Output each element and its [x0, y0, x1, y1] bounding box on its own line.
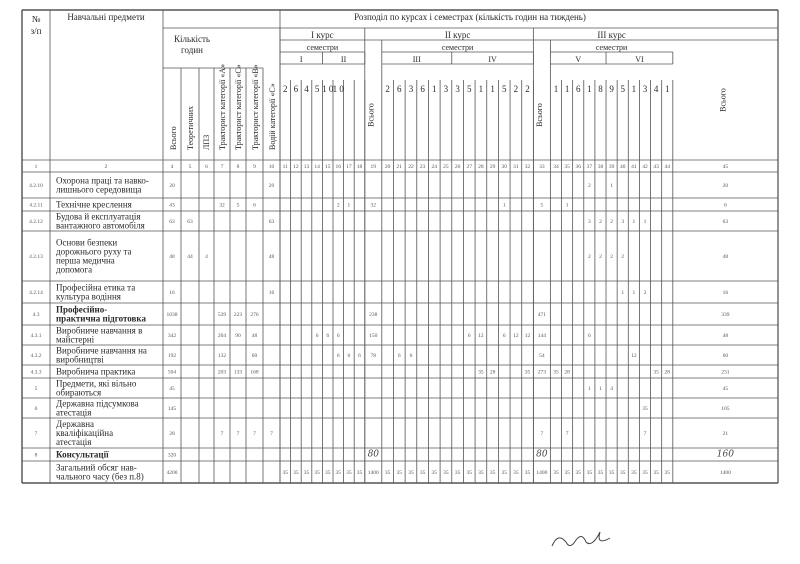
value-cell: 35 [443, 470, 449, 476]
value-cell: 132 [217, 353, 227, 359]
value-cell: 48 [251, 333, 258, 339]
column-number: 9 [253, 164, 256, 170]
column-number: 23 [419, 164, 426, 170]
row-total-cell: 60 [722, 353, 729, 359]
subjects-header: Навчальні предмети [67, 12, 145, 22]
course-3-header: ІІІ курс [597, 30, 626, 40]
value-cell: 35 [466, 470, 472, 476]
value-cell: 5 [540, 202, 544, 209]
value-cell: 35 [653, 369, 659, 376]
row-number: 4.3.2 [30, 353, 42, 359]
subject-name: обираються [56, 387, 102, 398]
subject-name: Професійно- [56, 304, 108, 315]
value-cell: 7 [220, 431, 224, 437]
column-number: 29 [489, 164, 496, 170]
value-cell: 45 [169, 386, 175, 392]
value-cell: 223 [233, 312, 243, 318]
row-total-cell: 21 [722, 431, 729, 437]
value-cell: 35 [575, 470, 581, 476]
value-cell: 60 [251, 353, 258, 359]
column-number: 25 [443, 164, 449, 170]
weeks-3: 8 [598, 84, 603, 94]
row-number: 4.2.10 [29, 183, 43, 189]
signature [552, 532, 610, 546]
value-cell: 1 [643, 219, 647, 225]
value-cell: 35 [384, 470, 391, 476]
value-cell: 12 [631, 353, 637, 359]
hours-header-2: годин [181, 45, 203, 55]
value-cell: 192 [167, 353, 177, 359]
subject-name: виробництві [56, 354, 104, 365]
weeks-3: 1 [587, 84, 592, 94]
column-number: 2 [104, 164, 108, 170]
value-cell: 78 [370, 353, 377, 359]
row-number: 4.3 [32, 312, 40, 318]
row-number: 7 [34, 431, 38, 437]
row-total-cell: 231 [721, 369, 730, 376]
lpz-cell: 4 [205, 254, 208, 260]
num-header-label: з/п [30, 26, 42, 36]
row-total-cell: 16 [722, 290, 729, 296]
value-cell: 35 [524, 470, 531, 476]
subject-name: майстерні [56, 334, 95, 345]
value-cell: 63 [169, 219, 175, 225]
value-cell: 1 [621, 290, 625, 296]
column-number: 40 [619, 164, 626, 170]
subject-name: Загальний обсяг нав- [56, 462, 137, 473]
value-cell: 6 [587, 333, 591, 339]
value-cell: 1 [599, 386, 602, 392]
column-number: 32 [524, 164, 531, 170]
value-cell: 35 [346, 470, 352, 476]
weeks-1: 5 [314, 84, 320, 94]
value-cell: 12 [513, 333, 519, 339]
value-cell: 1 [632, 219, 636, 225]
value-cell: 6 [336, 353, 340, 359]
weeks-2: 3 [455, 84, 460, 94]
value-cell: 35 [489, 470, 496, 476]
column-number: 27 [466, 164, 472, 170]
value-cell: 28 [169, 431, 175, 437]
weeks-1: 4 [304, 84, 309, 94]
subject-name: перша медична [56, 255, 115, 266]
value-cell: 342 [167, 333, 177, 339]
weeks-3: 1 [664, 84, 670, 94]
column-number: 18 [356, 164, 363, 170]
column-number: 15 [324, 164, 331, 170]
course-1-total-header: Всього [366, 103, 376, 127]
value-cell: 168 [250, 369, 259, 376]
column-number: 7 [220, 164, 224, 170]
value-cell: 35 [564, 470, 570, 476]
semester-III: III [412, 55, 421, 64]
weeks-2: 1 [490, 84, 495, 94]
value-cell: 20 [169, 183, 175, 189]
subject-name: Основи безпеки [56, 237, 118, 248]
weeks-2: 6 [420, 84, 425, 94]
value-cell: 2 [336, 202, 340, 209]
value-cell: 4 [610, 386, 613, 392]
semesters-2: семестри [441, 43, 474, 52]
weeks-3: 3 [642, 84, 648, 94]
semester-IV: IV [488, 55, 497, 64]
weeks-1: 2 [283, 84, 288, 94]
row-total-cell: 160 [716, 449, 734, 460]
value-cell: 1038 [166, 312, 178, 318]
value-cell: 6 [336, 333, 340, 339]
column-number: 43 [653, 164, 659, 170]
semester-II: II [340, 55, 347, 64]
row-total-cell: 20 [722, 183, 729, 189]
value-cell: 48 [268, 254, 275, 260]
value-cell: 6 [467, 333, 471, 339]
value-cell: 35 [513, 470, 519, 476]
weeks-3: 9 [609, 84, 614, 94]
value-cell: 20 [268, 183, 275, 189]
value-cell: 6 [326, 333, 330, 339]
column-number: 16 [335, 164, 342, 170]
value-cell: 504 [167, 369, 177, 376]
theory-header: Теоретичних [186, 105, 195, 150]
weeks-2: 2 [525, 84, 530, 94]
semester-I: I [299, 55, 303, 64]
value-cell: 2 [610, 219, 613, 225]
value-cell: 35 [642, 470, 648, 476]
row-number: 5 [34, 386, 38, 392]
column-number: 5 [188, 164, 192, 170]
subject-name: Охорона праці та навко- [56, 175, 149, 186]
value-cell: 1 [347, 202, 351, 209]
subject-name: Державна підсумкова [56, 398, 139, 409]
value-cell: 12 [478, 333, 484, 339]
row-number: 4.2.14 [29, 290, 43, 296]
value-cell: 3 [621, 219, 625, 225]
subject-name: культура водіння [56, 291, 121, 302]
column-number: 37 [586, 164, 593, 170]
value-cell: 2 [599, 254, 602, 260]
value-cell: 2 [610, 254, 613, 260]
subject-name: лишнього середовища [56, 184, 142, 195]
value-cell: 35 [586, 470, 593, 476]
column-number: 45 [722, 164, 729, 170]
value-cell: 150 [369, 333, 378, 339]
subject-name: кваліфікаційна [56, 428, 114, 438]
value-cell: 1 [565, 202, 569, 209]
column-number: 41 [631, 164, 637, 170]
column-number: 33 [539, 164, 545, 170]
value-cell: 90 [235, 333, 241, 339]
subject-name: атестація [56, 437, 92, 447]
weeks-1: 6 [293, 84, 299, 94]
value-cell: 2 [587, 254, 591, 260]
semesters-3: семестри [595, 43, 628, 52]
column-number: 22 [408, 164, 414, 170]
value-cell: 133 [233, 369, 243, 376]
column-number: 39 [608, 164, 615, 170]
theory-cell: 44 [187, 254, 193, 260]
weeks-3: 1 [553, 84, 559, 94]
weeks-2: 5 [467, 84, 472, 94]
course-1-header: І курс [311, 30, 334, 40]
subject-name: дорожнього руху та [56, 246, 132, 257]
value-cell: 2 [621, 254, 625, 260]
subject-name: вантажного автомобіля [56, 220, 145, 231]
value-cell: 7 [253, 431, 256, 437]
value-cell: 7 [236, 431, 240, 437]
value-cell: 35 [303, 470, 310, 476]
value-cell: 6 [397, 353, 401, 359]
row-number: 4.3.3 [30, 369, 42, 376]
subject-name: Технічне креслення [56, 199, 132, 210]
row-number: 4.2.11 [29, 202, 43, 209]
value-cell: 204 [217, 333, 227, 339]
value-cell: 320 [167, 452, 177, 459]
value-cell: 63 [268, 219, 275, 225]
weeks-1: 1 0 [332, 84, 344, 94]
value-cell: 6 [315, 333, 319, 339]
subject-name: Виробниче навчання на [56, 345, 147, 356]
column-number: 35 [564, 164, 570, 170]
value-cell: 35 [478, 369, 484, 376]
column-number: 17 [346, 164, 352, 170]
value-cell: 48 [169, 254, 175, 260]
weeks-1: 1 0 [322, 84, 334, 94]
value-cell: 35 [478, 470, 484, 476]
column-number: 42 [642, 164, 648, 170]
value-cell: 35 [356, 470, 363, 476]
value-cell: 35 [419, 470, 426, 476]
value-cell: 12 [524, 333, 531, 339]
weeks-2: 2 [385, 84, 390, 94]
value-cell: 4200 [166, 470, 178, 476]
value-cell: 539 [217, 312, 227, 318]
value-cell: 16 [268, 290, 275, 296]
row-total-cell: 45 [722, 386, 729, 392]
value-cell: 238 [369, 312, 378, 318]
column-number: 21 [396, 164, 403, 170]
value-cell: 35 [524, 369, 531, 376]
value-cell: 32 [219, 202, 225, 209]
value-cell: 80 [536, 449, 548, 460]
row-total-cell: 63 [722, 219, 729, 225]
value-cell: 1 [502, 202, 506, 209]
column-number: 4 [170, 164, 174, 170]
subject-name: Державна [56, 419, 95, 429]
subject-name: атестація [56, 407, 92, 418]
column-number: 31 [513, 164, 519, 170]
course-2-header: ІІ курс [444, 30, 471, 40]
value-cell: 2 [599, 219, 602, 225]
value-cell: 6 [253, 202, 256, 209]
weeks-3: 4 [653, 84, 659, 94]
value-cell: 35 [335, 470, 342, 476]
value-cell: 35 [653, 470, 659, 476]
value-cell: 28 [489, 369, 496, 376]
course-2-total-header: Всього [534, 103, 544, 127]
subject-name: Виробниче навчання в [56, 325, 143, 336]
value-cell: 28 [564, 369, 570, 376]
value-cell: 35 [553, 369, 559, 376]
value-cell: 273 [537, 369, 547, 376]
value-cell: 7 [540, 431, 544, 437]
column-number: 34 [553, 164, 559, 170]
weeks-2: 6 [397, 84, 402, 94]
column-number: 12 [293, 164, 299, 170]
weeks-2: 2 [513, 84, 519, 94]
table-header [31, 12, 729, 170]
weeks-3: 1 [564, 84, 570, 94]
column-number: 20 [384, 164, 391, 170]
column-number: 36 [575, 164, 581, 170]
value-cell: 35 [396, 470, 403, 476]
value-cell: 35 [282, 470, 289, 476]
row-total-cell: 105 [721, 406, 730, 412]
column-number: 8 [236, 164, 240, 170]
value-cell: 6 [347, 353, 351, 359]
row-total-cell: 1400 [719, 470, 731, 476]
row-total-cell: 48 [722, 333, 729, 339]
value-cell: 35 [597, 470, 604, 476]
column-number: 11 [282, 164, 288, 170]
value-cell: 43 [169, 202, 175, 209]
weeks-3: 6 [575, 84, 581, 94]
subject-name: Виробнича практика [56, 366, 136, 377]
row-number: 4.2.13 [29, 254, 43, 260]
weeks-2: 1 [478, 84, 484, 94]
value-cell: 1 [587, 386, 591, 392]
value-cell: 6 [409, 353, 413, 359]
row-number: 8 [34, 452, 38, 459]
cat-a-header: Тракторист категорії «А» [218, 63, 227, 150]
value-cell: 35 [619, 470, 626, 476]
weeks-3: 5 [620, 84, 625, 94]
table-grid [22, 10, 778, 483]
value-cell: 7 [270, 431, 273, 437]
value-cell: 35 [324, 470, 331, 476]
value-cell: 80 [367, 449, 380, 460]
row-number: 4.3.1 [30, 333, 42, 339]
value-cell: 32 [370, 202, 377, 209]
value-cell: 7 [643, 431, 647, 437]
value-cell: 5 [236, 202, 240, 209]
value-cell: 16 [169, 290, 175, 296]
total-header: Всього [169, 126, 178, 150]
value-cell: 35 [553, 470, 559, 476]
column-number: 6 [205, 164, 208, 170]
column-number: 14 [314, 164, 320, 170]
value-cell: 471 [537, 312, 547, 318]
value-cell: 35 [664, 470, 670, 476]
column-number: 13 [303, 164, 310, 170]
driver-c-header: Водій категорії «С» [268, 83, 277, 150]
semester-VI: VI [635, 55, 644, 64]
subject-name: допомога [56, 264, 93, 275]
subject-name: практична підготовка [56, 313, 146, 324]
weeks-3: 1 [631, 84, 637, 94]
course-3-total-header: Всього [718, 88, 728, 112]
row-number: 4.2.12 [29, 219, 43, 225]
semesters-1: семестри [306, 43, 339, 52]
value-cell: 1 [632, 290, 636, 296]
column-number: 19 [370, 164, 377, 170]
value-cell: 6 [502, 333, 506, 339]
row-number: 6 [34, 406, 38, 412]
column-number: 30 [501, 164, 507, 170]
value-cell: 1400 [367, 470, 379, 476]
value-cell: 3 [587, 219, 591, 225]
subject-name: Консультації [56, 449, 109, 460]
subject-name: Будова й експлуатація [56, 211, 141, 222]
value-cell: 35 [501, 470, 507, 476]
value-cell: 1400 [536, 470, 548, 476]
weeks-2: 5 [501, 84, 507, 94]
column-number: 28 [478, 164, 484, 170]
value-cell: 28 [664, 369, 670, 376]
value-cell: 276 [250, 312, 259, 318]
value-cell: 35 [642, 406, 648, 412]
value-cell: 35 [631, 470, 637, 476]
value-cell: 7 [565, 431, 569, 437]
theory-cell: 63 [187, 219, 193, 225]
row-total-cell: 48 [722, 254, 729, 260]
cat-c-header: Тракторист категорії «С» [234, 64, 243, 150]
value-cell: 35 [608, 470, 615, 476]
num-header-symbol: № [31, 14, 41, 24]
value-cell: 35 [408, 470, 414, 476]
value-cell: 144 [537, 333, 547, 339]
hours-header-1: Кількість [173, 34, 211, 44]
subject-name: Професійна етика та [56, 282, 136, 293]
distribution-header: Розподіл по курсах і семестрах (кількість годин на тиждень) [354, 12, 586, 22]
weeks-2: 3 [443, 84, 449, 94]
value-cell: 35 [431, 470, 438, 476]
subject-name: чального часу (без п.8) [56, 471, 144, 482]
column-number: 26 [454, 164, 461, 170]
row-total-cell: 6 [724, 202, 727, 209]
lpz-header: ЛПЗ [202, 134, 211, 150]
value-cell: 35 [454, 470, 461, 476]
column-number: 10 [268, 164, 275, 170]
column-number: 44 [664, 164, 670, 170]
column-number: 24 [431, 164, 438, 170]
value-cell: 203 [217, 369, 227, 376]
subject-name: Предмети, які вільно [56, 378, 137, 389]
semester-V: V [575, 55, 582, 64]
column-number: 38 [597, 164, 604, 170]
weeks-2: 1 [432, 84, 437, 94]
value-cell: 35 [293, 470, 299, 476]
value-cell: 2 [643, 290, 647, 296]
row-total-cell: 339 [721, 312, 730, 318]
value-cell: 145 [167, 406, 177, 412]
value-cell: 2 [587, 183, 591, 189]
weeks-2: 3 [408, 84, 414, 94]
value-cell: 1 [610, 183, 613, 189]
value-cell: 35 [314, 470, 320, 476]
value-cell: 6 [358, 353, 361, 359]
cat-b-header: Тракторист категорії «В» [251, 64, 260, 150]
column-number: 1 [34, 164, 38, 170]
value-cell: 54 [539, 353, 545, 359]
